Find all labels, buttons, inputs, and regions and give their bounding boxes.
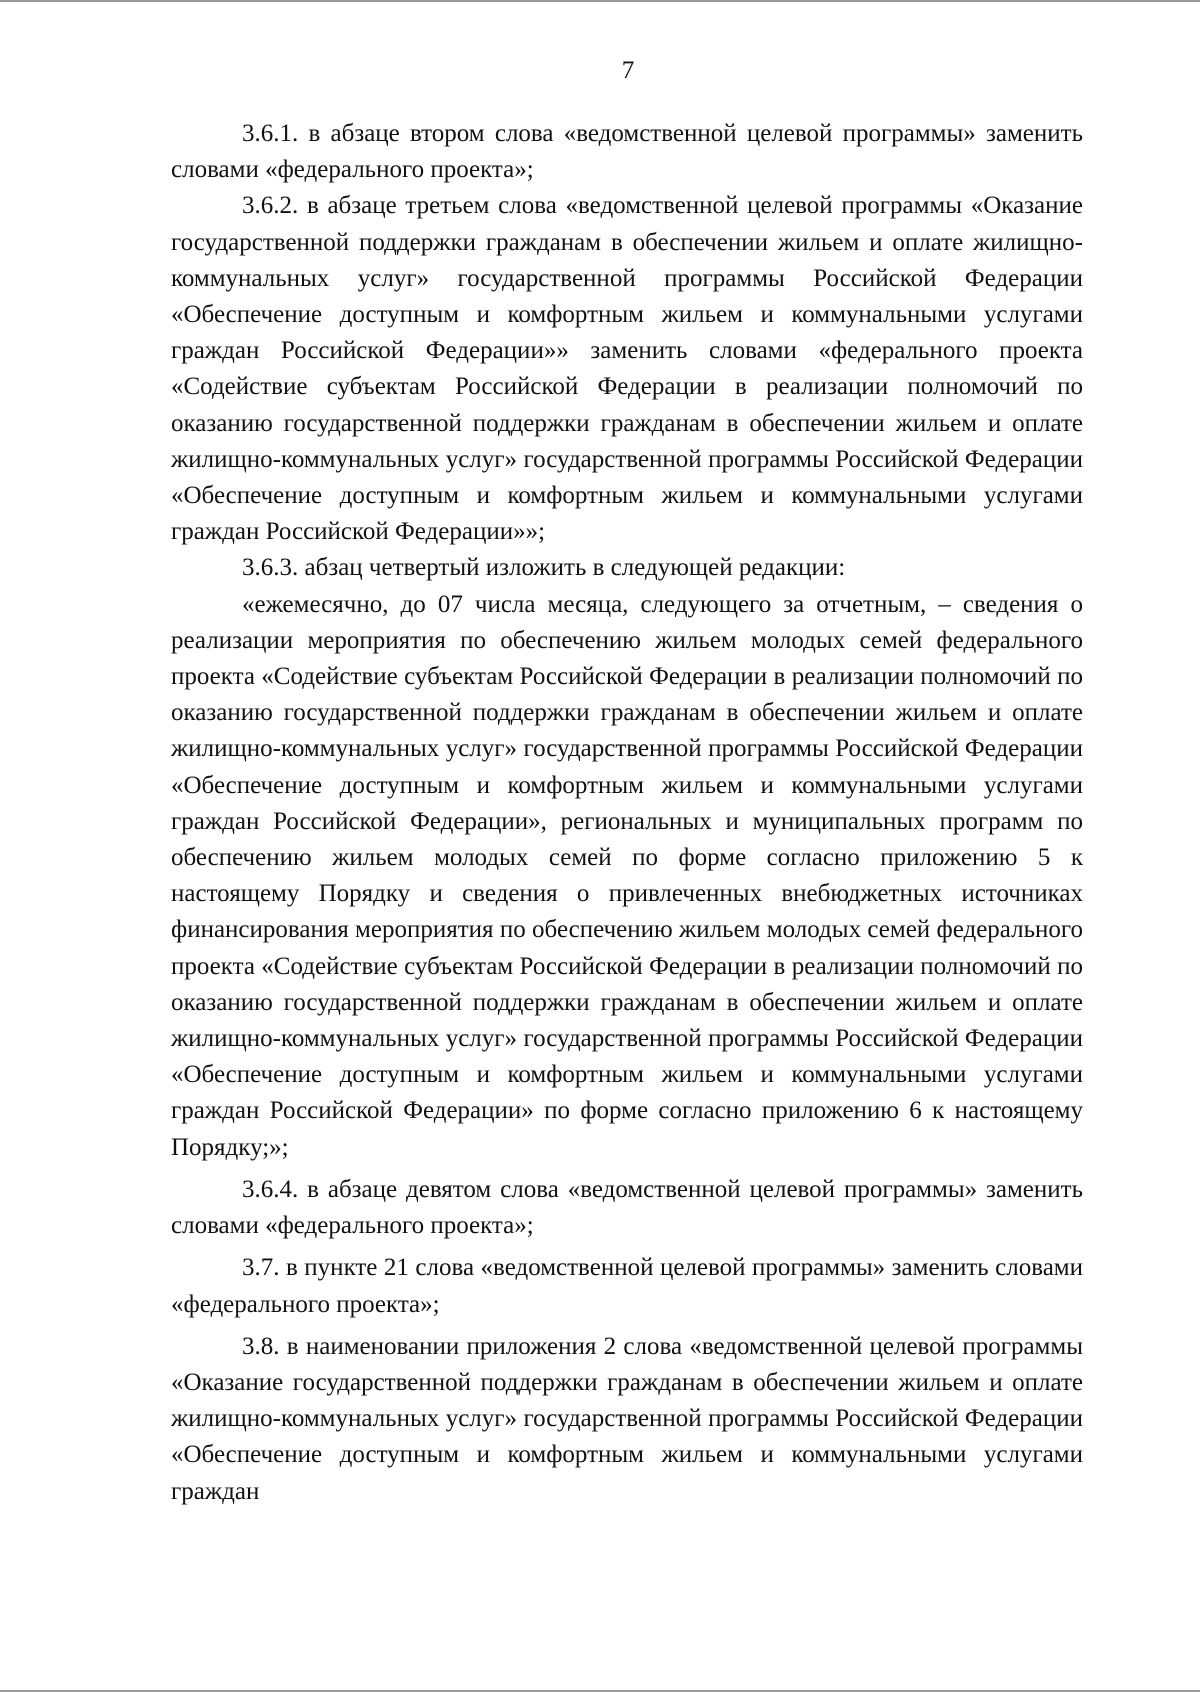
paragraph-3-7: 3.7. в пункте 21 слова «ведомственной целевой программы» заменить словами «федерального проекта»; <box>171 1254 1083 1318</box>
paragraph-quoted-amendment: «ежемесячно, до 07 числа месяца, следующего за отчетным, – сведения о реализации мероприятия по обеспечению жильем молодых семей федерального проекта «Содействие субъектам Российской Федерации в реализации полномочий по оказанию государственной поддержки гражданам в обеспечении жильем и оплате жилищно-коммунальных услуг» государственной программы Российской Федерации «Обеспечение доступным и комфортным жильем и коммунальными услугами граждан Российской Федерации», региональных и муниципальных программ по обеспечению жильем молодых семей по форме согласно приложению 5 к настоящему Порядку и сведения о привлеченных внебюджетных источниках финансирования мероприятия по обеспечению жильем молодых семей федерального проекта «Содействие субъектам Российской Федерации в реализации полномочий по оказанию государственной поддержки гражданам в обеспечении жильем и оплате жилищно-коммунальных услуг» государственной программы Российской Федерации «Обеспечение доступным и комфортным жильем и коммунальными услугами граждан Российской Федерации» по форме согласно приложению 6 к настоящему Порядку;»; <box>171 590 1083 1161</box>
paragraph-3-8: 3.8. в наименовании приложения 2 слова «ведомственной целевой программы «Оказание государственной поддержки гражданам в обеспечении жильем и оплате жилищно-коммунальных услуг» государственной программы Российской Федерации «Обеспечение доступным и комфортным жильем и коммунальными услугами граждан <box>171 1332 1083 1505</box>
page-number: 7 <box>621 57 635 84</box>
document-body <box>171 116 1083 1510</box>
paragraph-3-6-2: 3.6.2. в абзаце третьем слова «ведомственной целевой программы «Оказание государственной поддержки гражданам в обеспечении жильем и оплате жилищно-коммунальных услуг» государственной программы Российской Федерации «Обеспечение доступным и комфортным жильем и коммунальными услугами граждан Российской Федерации»» заменить словами «федерального проекта «Содействие субъектам Российской Федерации в реализации полномочий по оказанию государственной поддержки гражданам в обеспечении жильем и оплате жилищно-коммунальных услуг» государственной программы Российской Федерации «Обеспечение доступным и комфортным жильем и коммунальными услугами граждан Российской Федерации»»; <box>171 192 1083 546</box>
paragraph-3-6-4: 3.6.4. в абзаце девятом слова «ведомственной целевой программы» заменить словами «федерального проекта»; <box>171 1175 1083 1240</box>
paragraph-3-6-1: 3.6.1. в абзаце втором слова «ведомственной целевой программы» заменить словами «федерального проекта»; <box>171 120 1083 184</box>
paragraph-3-6-3: 3.6.3. абзац четвертый изложить в следующей редакции: <box>242 554 846 582</box>
page-top-edge <box>0 0 1200 2</box>
